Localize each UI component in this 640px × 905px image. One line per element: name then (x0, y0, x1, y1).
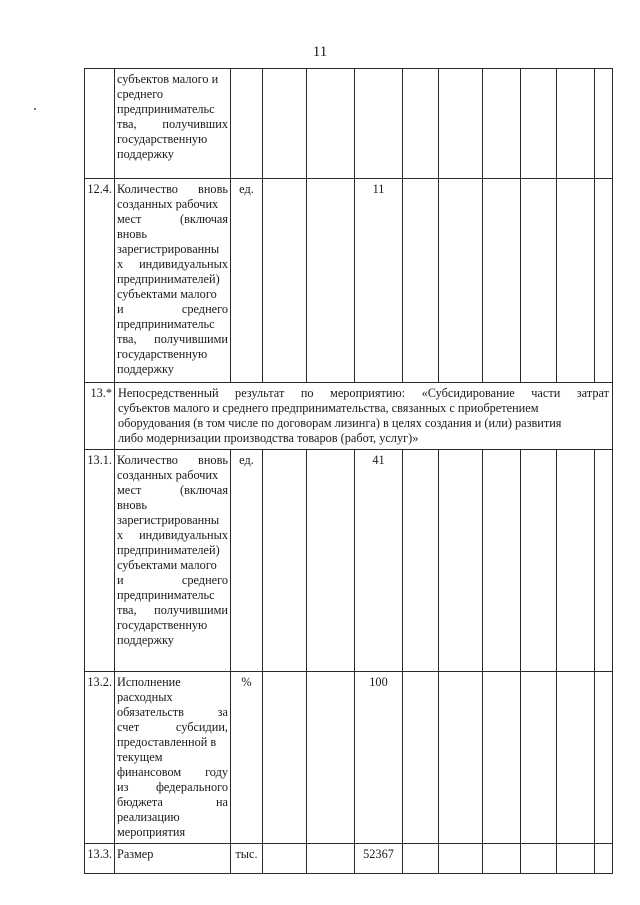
empty-cell (521, 69, 557, 179)
empty-cell (595, 844, 613, 874)
text-line: бюджета на (117, 795, 228, 809)
text-line: предпринимателей) (117, 543, 220, 557)
row-number (85, 69, 115, 179)
empty-cell (403, 844, 439, 874)
row-number: 13.1. (85, 450, 115, 672)
text-line: текущем (117, 750, 163, 764)
text-line: х индивидуальных (117, 257, 228, 271)
table-row (85, 672, 613, 844)
empty-cell (263, 450, 307, 672)
empty-cell (595, 69, 613, 179)
empty-cell (263, 179, 307, 383)
empty-cell (439, 450, 483, 672)
indicator-name-cell (115, 179, 231, 383)
text-line: предпринимательс (117, 102, 215, 116)
page-number: 11 (312, 44, 328, 60)
empty-cell (557, 450, 595, 672)
empty-cell (483, 844, 521, 874)
empty-cell (595, 179, 613, 383)
empty-cell (403, 450, 439, 672)
text-line: субъектами малого (117, 287, 217, 301)
indicators-table (84, 68, 613, 874)
text-line: созданных рабочих (117, 468, 219, 482)
text-line: обязательств за (117, 705, 228, 719)
text-line: зарегистрированны (117, 242, 220, 256)
scan-speck (34, 108, 36, 110)
section-heading-cell (115, 383, 613, 450)
text-line: государственную (117, 618, 208, 632)
text-line: Количество вновь (117, 453, 228, 467)
unit-cell: % (231, 672, 263, 844)
value-cell: 52367 (355, 844, 403, 874)
empty-cell (307, 179, 355, 383)
text-line: х индивидуальных (117, 528, 228, 542)
empty-cell (483, 450, 521, 672)
empty-cell (307, 69, 355, 179)
table-row (85, 844, 613, 874)
text-line: субъектов малого и среднего предпринимательства, связанных с приобретением (118, 401, 539, 415)
indicator-name-cell (115, 844, 231, 874)
row-number: 13.* (85, 383, 115, 450)
text-line: мест (включая (117, 483, 228, 497)
text-line: мероприятия (117, 825, 186, 839)
text-line: поддержку (117, 147, 174, 161)
empty-cell (483, 69, 521, 179)
text-line: среднего (117, 87, 164, 101)
empty-cell (483, 672, 521, 844)
empty-cell (403, 179, 439, 383)
empty-cell (307, 672, 355, 844)
value-cell: 41 (355, 450, 403, 672)
text-line: зарегистрированны (117, 513, 220, 527)
text-line: предпринимателей) (117, 272, 220, 286)
text-line: из федерального (117, 780, 228, 794)
text-line: тва, получивших (117, 117, 228, 131)
text-line: и среднего (117, 302, 228, 316)
text-line: либо модернизации производства товаров (работ, услуг)» (118, 431, 419, 445)
empty-cell (595, 450, 613, 672)
text-line: Непосредственный результат по мероприятию: «Субсидирование части затрат (118, 386, 609, 400)
empty-cell (557, 844, 595, 874)
empty-cell (263, 69, 307, 179)
unit-cell: тыс. (231, 844, 263, 874)
empty-cell (439, 844, 483, 874)
table-row (85, 383, 613, 450)
text-line: предпринимательс (117, 588, 215, 602)
row-number: 13.2. (85, 672, 115, 844)
empty-cell (263, 672, 307, 844)
empty-cell (483, 179, 521, 383)
empty-cell (403, 672, 439, 844)
empty-cell (595, 672, 613, 844)
text-line: субъектами малого (117, 558, 217, 572)
row-number: 12.4. (85, 179, 115, 383)
unit-cell: ед. (231, 450, 263, 672)
empty-cell (521, 672, 557, 844)
empty-cell (439, 69, 483, 179)
unit-cell: ед. (231, 179, 263, 383)
text-line: Размер (117, 847, 154, 861)
text-line: Исполнение (117, 675, 181, 689)
text-line: расходных (117, 690, 173, 704)
text-line: предоставленной в (117, 735, 217, 749)
empty-cell (307, 844, 355, 874)
text-line: мест (включая (117, 212, 228, 226)
text-line: тва, получившими (117, 332, 228, 346)
text-line: тва, получившими (117, 603, 228, 617)
empty-cell (439, 179, 483, 383)
text-line: государственную (117, 347, 208, 361)
unit-cell (231, 69, 263, 179)
table-row (85, 179, 613, 383)
text-line: реализацию (117, 810, 180, 824)
text-line: Количество вновь (117, 182, 228, 196)
value-cell: 11 (355, 179, 403, 383)
indicator-name-cell (115, 672, 231, 844)
row-number: 13.3. (85, 844, 115, 874)
text-line: оборудования (в том числе по договорам лизинга) в целях создания и (или) развития (118, 416, 562, 430)
text-line: счет субсидии, (117, 720, 228, 734)
text-line: созданных рабочих (117, 197, 219, 211)
text-line: поддержку (117, 362, 174, 376)
text-line: финансовом году (117, 765, 228, 779)
text-line: вновь (117, 498, 147, 512)
value-cell: 100 (355, 672, 403, 844)
empty-cell (521, 179, 557, 383)
indicator-name-cell (115, 450, 231, 672)
empty-cell (557, 672, 595, 844)
empty-cell (521, 844, 557, 874)
table-row (85, 450, 613, 672)
empty-cell (263, 844, 307, 874)
empty-cell (557, 69, 595, 179)
text-line: поддержку (117, 633, 174, 647)
text-line: и среднего (117, 573, 228, 587)
indicator-name-cell (115, 69, 231, 179)
empty-cell (307, 450, 355, 672)
value-cell (355, 69, 403, 179)
empty-cell (521, 450, 557, 672)
table-row (85, 69, 613, 179)
empty-cell (439, 672, 483, 844)
text-line: вновь (117, 227, 147, 241)
text-line: субъектов малого и (117, 72, 219, 86)
text-line: предпринимательс (117, 317, 215, 331)
empty-cell (557, 179, 595, 383)
text-line: государственную (117, 132, 208, 146)
empty-cell (403, 69, 439, 179)
